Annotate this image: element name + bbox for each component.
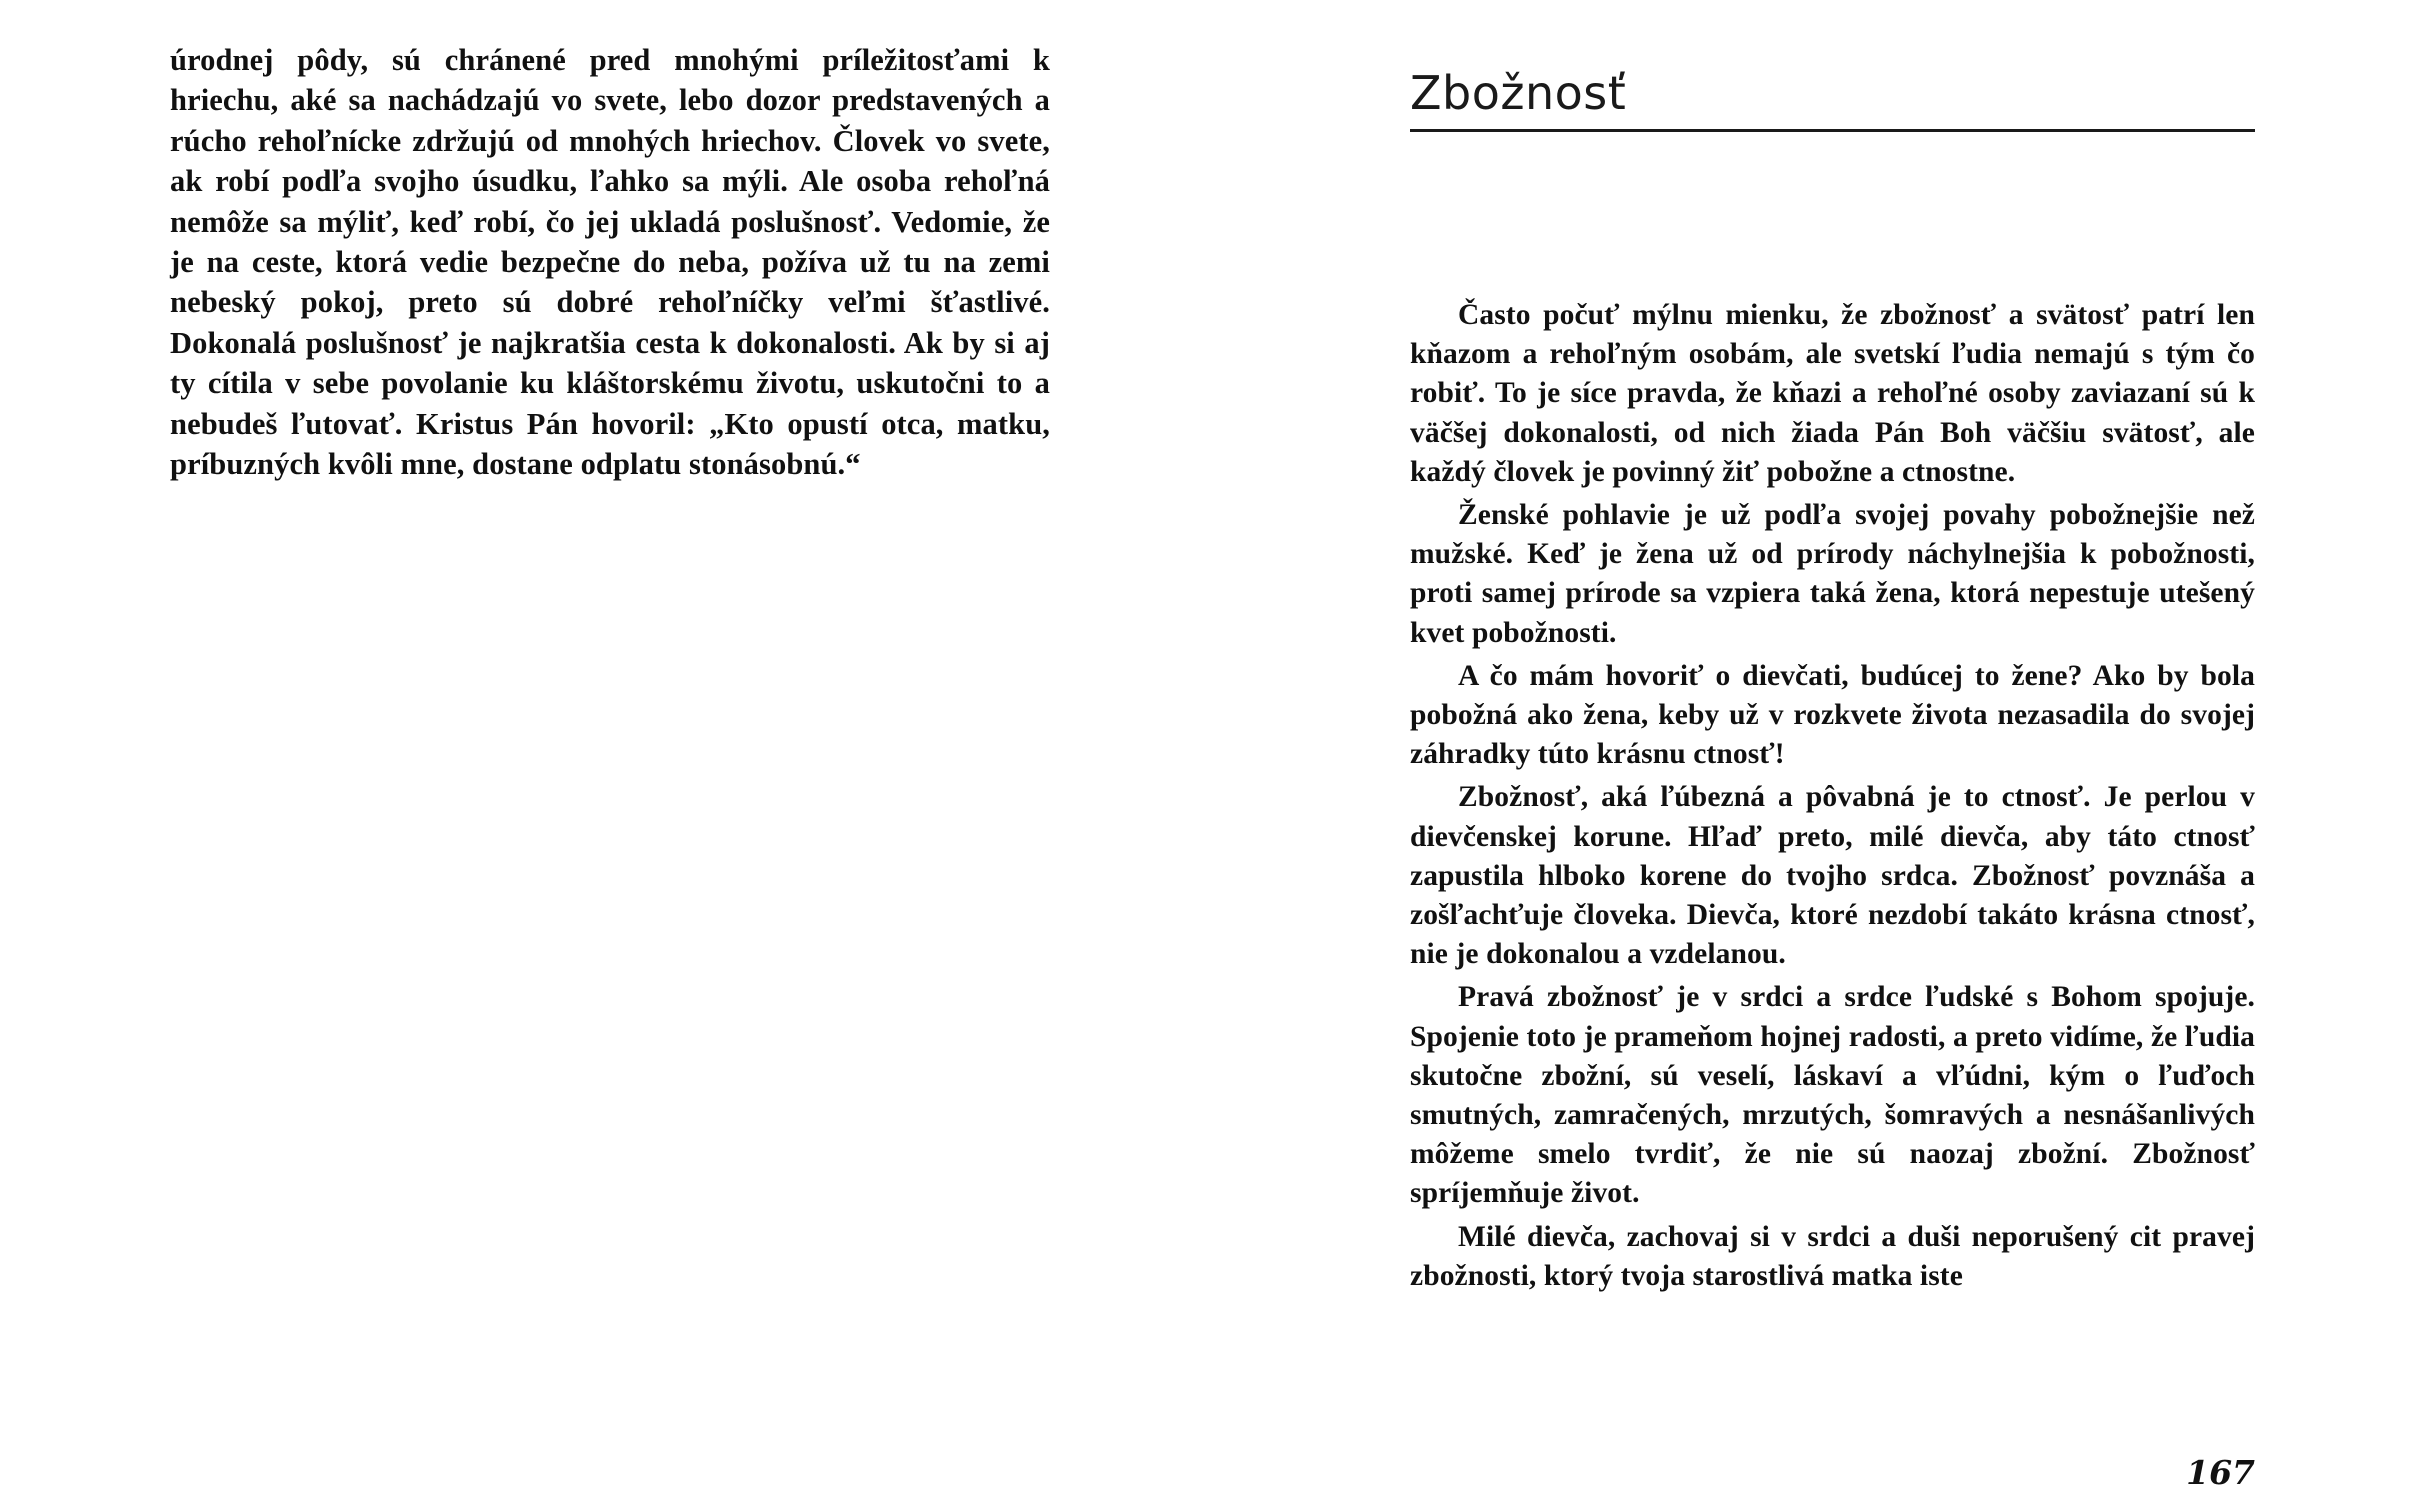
left-page-text-column xyxy=(170,40,1050,484)
page-number: 167 xyxy=(2186,1453,2255,1492)
right-paragraph-1: Často počuť mýlnu mienku, že zbožnosť a svätosť patrí len kňazom a rehoľným osobám, ale svetskí ľudia nemajú s tým čo robiť. To je síce pravda, že kňazi a rehoľné osoby zaviazaní sú k väčšej dokonalosti, od nich žiada Pán Boh väčšiu svätosť, ale každý človek je povinný žiť pobožne a ctnostne. xyxy=(1410,299,2255,488)
right-paragraph-6: Milé dievča, zachovaj si v srdci a duši neporušený cit pravej zbožnosti, ktorý tvoja starostlivá matka iste xyxy=(1410,1220,2255,1292)
right-page xyxy=(1210,0,2420,1500)
left-paragraph-1: úrodnej pôdy, sú chránené pred mnohými príležitosťami k hriechu, aké sa nachádzajú vo svete, lebo dozor predstavených a rúcho rehoľnícke zdržujú od mnohých hriechov. Človek vo svete, ak robí podľa svojho úsudku, ľahko sa mýli. Ale osoba rehoľná nemôže sa mýliť, keď robí, čo jej ukladá poslušnosť. Vedomie, že je na ceste, ktorá vedie bezpečne do neba, požíva už tu na zemi nebeský pokoj, preto sú dobré rehoľníčky veľmi šťastlivé. Dokonalá poslušnosť je najkratšia cesta k dokonalosti. Ak by si aj ty cítila v sebe povolanie ku kláštorskému životu, uskutočni to a nebudeš ľutovať. Kristus Pán hovoril: „Kto opustí otca, matku, príbuzných kvôli mne, dostane odplatu stonásobnú.“ xyxy=(170,43,1050,482)
right-paragraph-5: Pravá zbožnosť je v srdci a srdce ľudské s Bohom spojuje. Spojenie toto je prameňom hojnej radosti, a preto vidíme, že ľudia skutočne zbožní, sú veselí, láskaví a vľúdni, kým o ľuďoch smutných, zamračených, mrzutých, šomravých a nesnášanlivých môžeme smelo tvrdiť, že nie sú naozaj zbožní. Zbožnosť spríjemňuje život. xyxy=(1410,981,2255,1210)
right-paragraph-2: Ženské pohlavie je už podľa svojej povahy pobožnejšie než mužské. Keď je žena už od prírody náchylnejšia k pobožnosti, proti samej prírode sa vzpiera taká žena, ktorá nepestuje utešený kvet pobožnosti. xyxy=(1410,499,2255,649)
title-underline-rule xyxy=(1410,129,2255,132)
right-page-text-column xyxy=(1410,296,2255,1300)
chapter-title: Zbožnosť xyxy=(1410,66,1627,120)
right-paragraph-4: Zbožnosť, aká ľúbezná a pôvabná je to ctnosť. Je perlou v dievčenskej korune. Hľaď preto, milé dievča, aby táto ctnosť zapustila hlboko korene do tvojho srdca. Zbožnosť povznáša a zošľachťuje človeka. Dievča, ktoré nezdobí takáto krásna ctnosť, nie je dokonalou a vzdelanou. xyxy=(1410,781,2255,971)
right-paragraph-3: A čo mám hovoriť o dievčati, budúcej to žene? Ako by bola pobožná ako žena, keby už v rozkvete života nezasadila do svojej záhradky túto krásnu ctnosť! xyxy=(1410,659,2255,771)
